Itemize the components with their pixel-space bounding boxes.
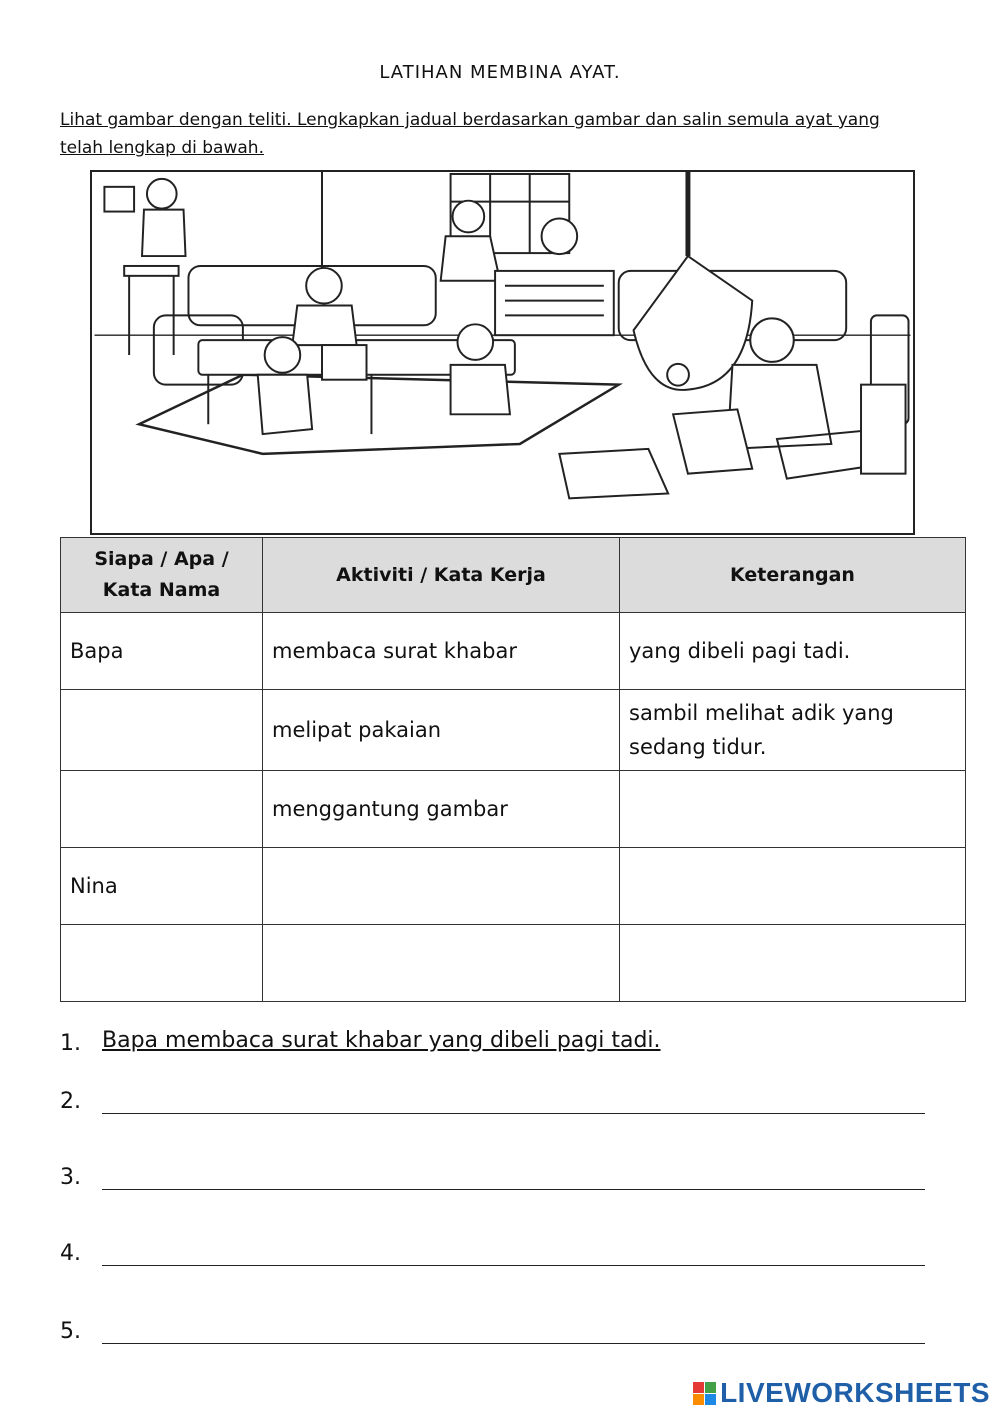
cell-siapa[interactable]	[61, 771, 263, 848]
cell-keterangan[interactable]	[620, 848, 966, 925]
table-row	[61, 925, 966, 1002]
logo-square	[705, 1394, 716, 1405]
table-row	[61, 848, 966, 925]
cell-aktiviti[interactable]	[263, 925, 620, 1002]
liveworksheets-logo	[693, 1376, 990, 1410]
table-row	[61, 690, 966, 771]
sentence-number: 3.	[60, 1165, 81, 1190]
sentence-item	[60, 1154, 925, 1194]
header-siapa: Siapa / Apa / Kata Nama	[61, 538, 263, 613]
header-aktiviti: Aktiviti / Kata Kerja	[263, 538, 620, 613]
cell-aktiviti[interactable]	[263, 848, 620, 925]
sentence-number: 1.	[60, 1031, 81, 1056]
logo-square	[693, 1382, 704, 1393]
cell-siapa[interactable]	[61, 690, 263, 771]
worksheet-title: LATIHAN MEMBINA AYAT.	[379, 62, 621, 83]
sentence-answer-line[interactable]	[102, 1159, 925, 1190]
sentence-answer: Bapa membaca surat khabar yang dibeli pagi tadi.	[102, 1028, 661, 1053]
cell-aktiviti[interactable]: menggantung gambar	[263, 771, 620, 848]
table-row	[61, 771, 966, 848]
cell-aktiviti[interactable]: melipat pakaian	[263, 690, 620, 771]
cell-siapa[interactable]: Nina	[61, 848, 263, 925]
sentence-answer-line[interactable]	[102, 1083, 925, 1114]
sentence-number: 5.	[60, 1319, 81, 1344]
sentence-item	[60, 1308, 925, 1348]
cell-siapa[interactable]	[61, 925, 263, 1002]
sentence-item	[60, 1020, 925, 1060]
cell-keterangan[interactable]	[620, 771, 966, 848]
sentence-item	[60, 1230, 925, 1270]
header-keterangan: Keterangan	[620, 538, 966, 613]
sentence-building-table	[60, 537, 966, 1002]
table-header-row	[61, 538, 966, 613]
sentence-number: 2.	[60, 1089, 81, 1114]
liveworksheets-logo-icon	[693, 1382, 716, 1405]
logo-square	[705, 1382, 716, 1393]
cell-aktiviti[interactable]: membaca surat khabar	[263, 613, 620, 690]
family-living-room-illustration	[90, 170, 915, 535]
logo-square	[693, 1394, 704, 1405]
cell-siapa[interactable]: Bapa	[61, 613, 263, 690]
instruction-text: Lihat gambar dengan teliti. Lengkapkan jadual berdasarkan gambar dan salin semula ayat yang telah lengkap di bawah.	[60, 110, 880, 158]
cell-keterangan[interactable]	[620, 925, 966, 1002]
cell-keterangan[interactable]: yang dibeli pagi tadi.	[620, 613, 966, 690]
table-row	[61, 613, 966, 690]
sentence-item	[60, 1078, 925, 1118]
sentence-answer-line[interactable]	[102, 1313, 925, 1344]
sentence-answer-line[interactable]	[102, 1235, 925, 1266]
sentence-number: 4.	[60, 1241, 81, 1266]
cell-keterangan[interactable]: sambil melihat adik yang sedang tidur.	[620, 690, 966, 771]
liveworksheets-brand-text: LIVEWORKSHEETS	[720, 1377, 990, 1408]
